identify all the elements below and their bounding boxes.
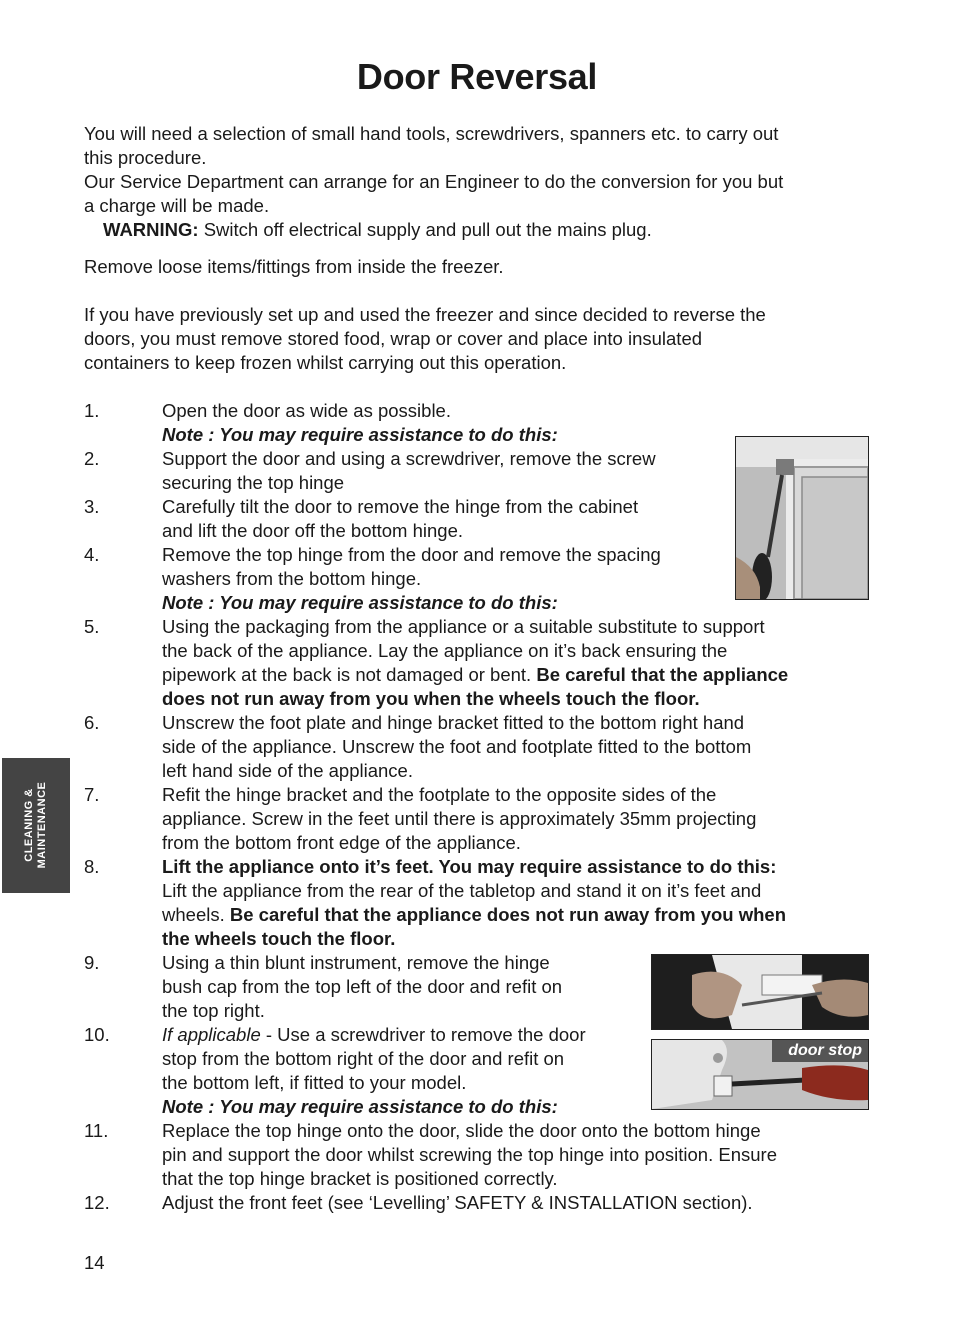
step-warning-text: Be careful that the appliance — [536, 664, 789, 685]
step-number: 1. — [84, 400, 100, 421]
door-stop-caption: door stop — [788, 1042, 862, 1059]
warning-text: Switch off electrical supply and pull out the mains plug. — [203, 219, 652, 240]
hinge-bush-cap-photo — [651, 954, 869, 1030]
step-text — [162, 903, 882, 927]
step-text: Using the packaging from the appliance or a suitable substitute to support — [162, 616, 765, 637]
step-number: 12. — [84, 1192, 110, 1213]
step-text: Refit the hinge bracket and the footplate to the opposite sides of the — [162, 784, 717, 805]
step-number: 5. — [84, 616, 100, 637]
step-number: 6. — [84, 712, 100, 733]
step-text: that the top hinge bracket is positioned correctly. — [162, 1168, 558, 1189]
step-text: Unscrew the foot plate and hinge bracket fitted to the bottom right hand — [162, 712, 745, 733]
step-text: the back of the appliance. Lay the appliance on it’s back ensuring the — [162, 640, 728, 661]
step-text: Remove the top hinge from the door and remove the spacing — [162, 544, 661, 565]
step-text: appliance. Screw in the feet until there is approximately 35mm projecting — [162, 808, 757, 829]
section-side-tab — [2, 758, 70, 893]
assistance-note: Note : You may require assistance to do this: — [162, 1096, 558, 1117]
para-line: containers to keep frozen whilst carrying out this operation. — [84, 352, 567, 373]
tab-label-line: CLEANING & — [23, 788, 35, 862]
step-text: the bottom left, if fitted to your model. — [162, 1072, 467, 1093]
step-heading: Lift the appliance onto it’s feet. You may require assistance to do this: — [162, 856, 777, 877]
step-text: Carefully tilt the door to remove the hinge from the cabinet — [162, 496, 639, 517]
step-number: 2. — [84, 448, 100, 469]
step-number: 7. — [84, 784, 100, 805]
step-text: Replace the top hinge onto the door, slide the door onto the bottom hinge — [162, 1120, 761, 1141]
step-warning-text: the wheels touch the floor. — [162, 928, 396, 949]
step-text: and lift the door off the bottom hinge. — [162, 520, 464, 541]
step-text-part: - Use a screwdriver to remove the door — [260, 1024, 586, 1045]
step-text-part: pipework at the back is not damaged or bent. — [162, 664, 532, 685]
step-text: from the bottom front edge of the appliance. — [162, 832, 521, 853]
step-number: 11. — [84, 1120, 109, 1141]
step-number: 4. — [84, 544, 100, 565]
assistance-note: Note : You may require assistance to do this: — [162, 592, 558, 613]
intro-line: a charge will be made. — [84, 195, 270, 216]
step-warning-text: does not run away from you when the wheels touch the floor. — [162, 688, 700, 709]
tab-label-line: MAINTENANCE — [36, 781, 48, 869]
step-text: pin and support the door whilst screwing the top hinge into position. Ensure — [162, 1144, 777, 1165]
warning-line — [84, 218, 869, 242]
step-number: 10. — [84, 1024, 110, 1045]
intro-line: this procedure. — [84, 147, 207, 168]
step-text — [162, 663, 882, 687]
step-text: Using a thin blunt instrument, remove the hinge — [162, 952, 550, 973]
step-text: Adjust the front feet (see ‘Levelling’ SAFETY & INSTALLATION section). — [162, 1192, 753, 1213]
assistance-note: Note : You may require assistance to do this: — [162, 424, 558, 445]
bush-cap-photo-illustration — [652, 955, 868, 1029]
step-text — [162, 1023, 642, 1047]
door-stop-photo — [651, 1039, 869, 1110]
step-text: the top right. — [162, 1000, 265, 1021]
step-text: side of the appliance. Unscrew the foot and footplate fitted to the bottom — [162, 736, 752, 757]
intro-line: You will need a selection of small hand tools, screwdrivers, spanners etc. to carry out — [84, 123, 779, 144]
step-conditional: If applicable — [162, 1024, 261, 1045]
step-text: bush cap from the top left of the door and refit on — [162, 976, 563, 997]
para-line: doors, you must remove stored food, wrap or cover and place into insulated — [84, 328, 703, 349]
step-number: 8. — [84, 856, 100, 877]
para-line: If you have previously set up and used the freezer and since decided to reverse the — [84, 304, 766, 325]
step-warning-text: Be careful that the appliance does not run away from you when — [229, 904, 787, 925]
hinge-photo-illustration — [736, 437, 868, 599]
step-text: stop from the bottom right of the door and refit on — [162, 1048, 565, 1069]
step-text: Support the door and using a screwdriver, remove the screw — [162, 448, 656, 469]
step-number: 9. — [84, 952, 100, 973]
previous-use-paragraph — [84, 303, 869, 375]
step-text: Open the door as wide as possible. — [162, 400, 451, 421]
section-tab-label — [23, 782, 49, 869]
page-number: 14 — [84, 1252, 105, 1273]
step-text: left hand side of the appliance. — [162, 760, 413, 781]
step-text-part: wheels. — [162, 904, 225, 925]
step-number: 3. — [84, 496, 100, 517]
intro-line: Our Service Department can arrange for an Engineer to do the conversion for you but — [84, 171, 784, 192]
intro-paragraph — [84, 122, 869, 242]
remove-items-paragraph: Remove loose items/fittings from inside the freezer. — [84, 256, 504, 277]
step-text: Lift the appliance from the rear of the tabletop and stand it on it’s feet and — [162, 880, 762, 901]
step-text: securing the top hinge — [162, 472, 345, 493]
step-text: washers from the bottom hinge. — [162, 568, 422, 589]
hinge-screwdriver-photo — [735, 436, 869, 600]
warning-label: WARNING: — [103, 219, 199, 240]
page-title: Door Reversal — [356, 56, 598, 97]
